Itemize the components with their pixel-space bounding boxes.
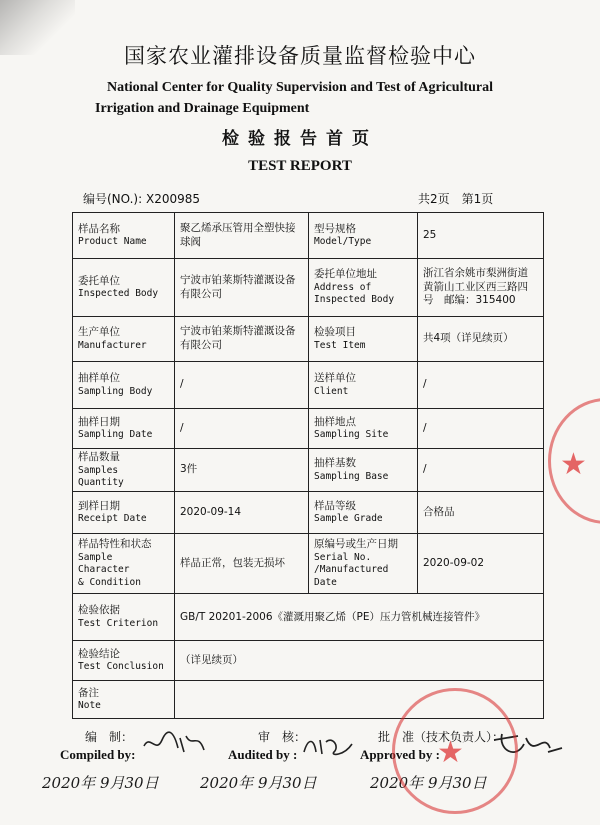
- audited-date: 2020年 9月30日: [200, 774, 317, 792]
- org-title-en-line1: National Center for Quality Supervision and Test of Agricultural: [106, 80, 494, 95]
- label-test-criterion: 检验依据 Test Criterion: [73, 594, 175, 641]
- label-note: 备注 Note: [73, 681, 175, 719]
- compiled-date: 2020年 9月30日: [42, 774, 159, 792]
- value-test-criterion: GB/T 20201-2006《灌溉用聚乙烯（PE）压力管机械连接管件》: [175, 594, 544, 641]
- label-sampling-date: 抽样日期 Sampling Date: [73, 409, 175, 449]
- table-row: [73, 594, 544, 641]
- table-row: [73, 492, 544, 534]
- audited-label-en: Audited by :: [228, 747, 298, 762]
- value-product-name: 聚乙烯承压管用全塑快接球阀: [175, 213, 309, 259]
- value-test-conclusion: （详见续页）: [175, 641, 544, 681]
- report-table: [72, 212, 544, 719]
- value-receipt-date: 2020-09-14: [175, 492, 309, 534]
- value-manufacturer: 宁波市铂莱斯特灌溉设备有限公司: [175, 317, 309, 362]
- table-row: [73, 213, 544, 259]
- label-sampling-base: 抽样基数 Sampling Base: [309, 449, 418, 492]
- table-row: [73, 534, 544, 594]
- compiled-signature: [140, 728, 210, 758]
- label-samples-quantity: 样品数量 Samples Quantity: [73, 449, 175, 492]
- value-sampling-body: /: [175, 362, 309, 409]
- report-title-en: TEST REPORT: [248, 158, 352, 174]
- seal-star-icon: ★: [437, 735, 464, 770]
- label-manufacturer: 生产单位 Manufacturer: [73, 317, 175, 362]
- label-receipt-date: 到样日期 Receipt Date: [73, 492, 175, 534]
- label-sample-grade: 样品等级 Sample Grade: [309, 492, 418, 534]
- approved-label-cn: 批 准（技术负责人）：: [378, 730, 505, 744]
- table-row: [73, 259, 544, 317]
- value-samples-quantity: 3件: [175, 449, 309, 492]
- label-test-conclusion: 检验结论 Test Conclusion: [73, 641, 175, 681]
- compiled-label-cn: 编 制：: [85, 730, 134, 744]
- report-number: 编号(NO.): X200985: [83, 192, 201, 206]
- value-client: /: [418, 362, 544, 409]
- label-sample-character: 样品特性和状态 Sample Character & Condition: [73, 534, 175, 594]
- page-count: 共2页 第1页: [418, 192, 494, 206]
- value-sample-character: 样品正常，包装无损坏: [175, 534, 309, 594]
- report-title-cn: 检验报告首页: [222, 129, 378, 149]
- label-sampling-body: 抽样单位 Sampling Body: [73, 362, 175, 409]
- value-inspected-body: 宁波市铂莱斯特灌溉设备有限公司: [175, 259, 309, 317]
- value-sampling-site: /: [418, 409, 544, 449]
- table-row: [73, 409, 544, 449]
- value-address: 浙江省余姚市梨洲街道黄箭山工业区西三路四号 邮编：315400: [418, 259, 544, 317]
- label-model: 型号规格 Model/Type: [309, 213, 418, 259]
- value-serial-no: 2020-09-02: [418, 534, 544, 594]
- table-row: [73, 641, 544, 681]
- label-client: 送样单位 Client: [309, 362, 418, 409]
- value-sample-grade: 合格品: [418, 492, 544, 534]
- approved-date: 2020年 9月30日: [370, 774, 487, 792]
- audited-signature: [300, 732, 360, 760]
- value-test-item: 共4项（详见续页）: [418, 317, 544, 362]
- table-row: [73, 449, 544, 492]
- audited-label-cn: 审 核：: [258, 730, 307, 744]
- approved-label-en: Approved by :: [360, 747, 440, 762]
- value-model: 25: [418, 213, 544, 259]
- table-row: [73, 362, 544, 409]
- seal-star-icon-right: ★: [560, 447, 587, 482]
- compiled-label-en: Compiled by:: [60, 747, 136, 762]
- label-sampling-site: 抽样地点 Sampling Site: [309, 409, 418, 449]
- org-title-cn: 国家农业灌排设备质量监督检验中心: [124, 44, 476, 68]
- label-product-name: 样品名称 Product Name: [73, 213, 175, 259]
- label-inspected-body: 委托单位 Inspected Body: [73, 259, 175, 317]
- label-address: 委托单位地址 Address of Inspected Body: [309, 259, 418, 317]
- label-serial-no: 原编号或生产日期 Serial No. /Manufactured Date: [309, 534, 418, 594]
- table-row: [73, 317, 544, 362]
- value-sampling-date: /: [175, 409, 309, 449]
- value-sampling-base: /: [418, 449, 544, 492]
- label-test-item: 检验项目 Test Item: [309, 317, 418, 362]
- org-title-en-line2: Irrigation and Drainage Equipment: [95, 101, 310, 116]
